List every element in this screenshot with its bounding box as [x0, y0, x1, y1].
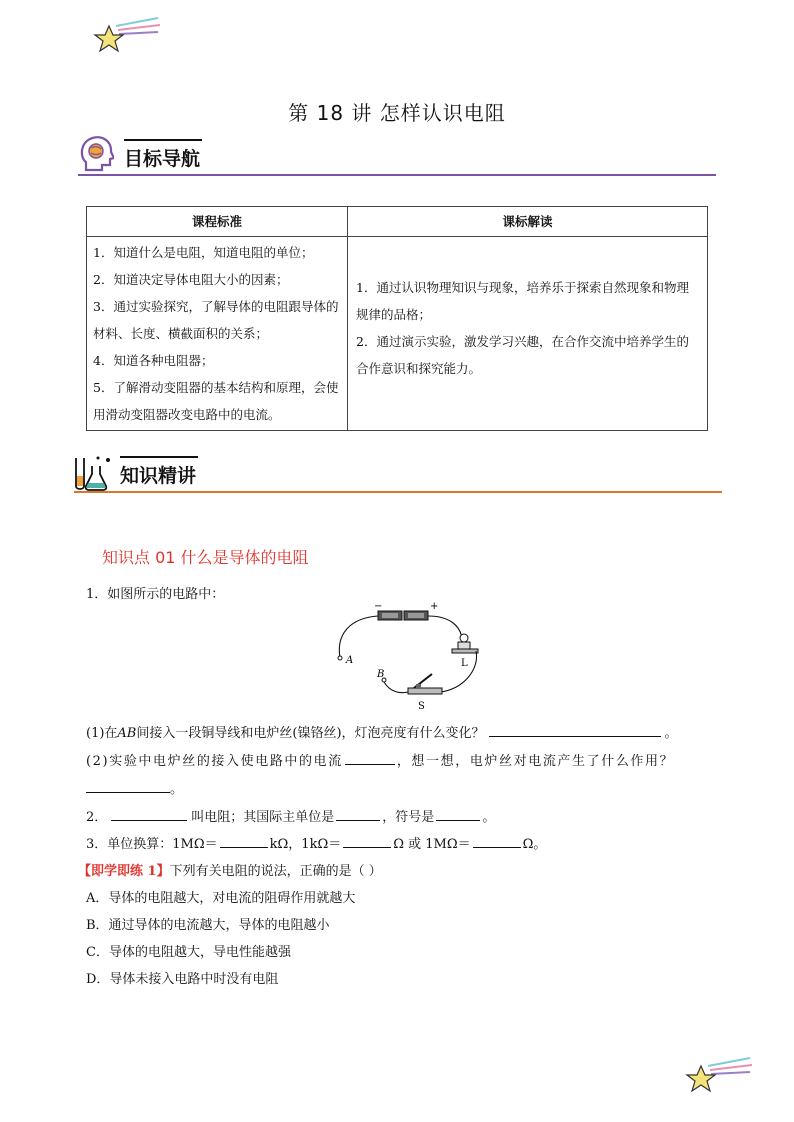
- option-b[interactable]: B．通过导体的电流越大，导体的电阻越小: [86, 918, 330, 933]
- knowledge-heading: 知识精讲: [120, 465, 197, 487]
- list-item: 2．通过演示实验，激发学习兴趣，在合作交流中培养学生的合作意识和探究能力。: [356, 333, 689, 376]
- star-decoration-icon: [92, 16, 162, 60]
- table-header-interpretation: 课标解读: [348, 207, 708, 237]
- circuit-diagram: [330, 600, 500, 716]
- list-item: 2．知道决定导体电阻大小的因素；: [93, 272, 289, 287]
- answer-blank[interactable]: [336, 807, 380, 821]
- question2: 2． 叫电阻；其国际主单位是 ，符号是 。: [86, 806, 495, 825]
- lamp-icon: [452, 634, 478, 653]
- battery-plus-label: +: [430, 601, 439, 612]
- list-item: 4．知道各种电阻器；: [93, 353, 214, 368]
- table-header-standard: 课程标准: [87, 207, 348, 237]
- knowledge-heading-overline: [120, 456, 198, 458]
- option-c[interactable]: C．导体的电阻越大，导电性能越强: [86, 945, 291, 960]
- answer-blank[interactable]: [343, 834, 391, 848]
- standards-table: [86, 206, 708, 431]
- terminal-b-label: B: [377, 669, 385, 680]
- answer-blank[interactable]: [489, 723, 661, 737]
- list-item: 1．通过认识物理知识与现象，培养乐于探索自然现象和物理规律的品格；: [356, 279, 689, 322]
- practice-stem: 【即学即练 1】下列有关电阻的说法，正确的是（ ）: [78, 864, 382, 879]
- question1-sub1: (1)在AB间接入一段铜导线和电炉丝(镍铬丝)，灯泡亮度有什么变化？ 。: [86, 722, 678, 741]
- star-decoration-icon: [684, 1056, 754, 1100]
- interpretation-cell: [348, 237, 708, 431]
- page-title: 第 18 讲 怎样认识电阻: [288, 101, 506, 125]
- goals-heading: 目标导航: [124, 148, 201, 170]
- table-header-row: [87, 207, 708, 237]
- answer-blank[interactable]: [86, 779, 170, 793]
- question1-sub2: (2)实验中电炉丝的接入使电路中的电流 ，想一想，电炉丝对电流产生了什么作用？: [86, 750, 674, 769]
- ab-label: AB: [117, 726, 137, 741]
- answer-blank[interactable]: [111, 807, 187, 821]
- battery-minus-label: −: [374, 601, 383, 612]
- question1-stem: 1．如图所示的电路中：: [86, 587, 225, 602]
- goals-heading-overline: [124, 139, 202, 141]
- goals-rule: [78, 174, 716, 176]
- answer-blank[interactable]: [345, 751, 395, 765]
- question3: 3．单位换算：1MΩ＝ kΩ，1kΩ＝ Ω 或 1MΩ＝ Ω。: [86, 833, 546, 852]
- terminal-a-label: A: [346, 655, 354, 666]
- knowledge-rule: [74, 491, 722, 493]
- knowledge-point-title: 知识点 01 什么是导体的电阻: [102, 548, 309, 567]
- option-a[interactable]: A．导体的电阻越大，对电流的阻碍作用就越大: [86, 891, 356, 906]
- lamp-label: L: [461, 658, 468, 669]
- answer-blank[interactable]: [436, 807, 480, 821]
- switch-icon: [408, 674, 442, 694]
- practice-tag: 【即学即练 1】: [78, 864, 170, 879]
- lab-flask-icon: [72, 452, 114, 492]
- switch-label: S: [418, 701, 425, 712]
- question1-sub2-cont: 。: [86, 778, 183, 797]
- answer-blank[interactable]: [220, 834, 268, 848]
- list-item: 5．了解滑动变阻器的基本结构和原理，会使用滑动变阻器改变电路中的电流。: [93, 380, 339, 422]
- battery-icon: [378, 611, 428, 620]
- answer-blank[interactable]: [473, 834, 521, 848]
- brain-head-icon: [78, 134, 114, 174]
- list-item: 3．通过实验探究，了解导体的电阻跟导体的材料、长度、横截面积的关系；: [93, 299, 339, 341]
- option-d[interactable]: D．导体未接入电路中时没有电阻: [86, 972, 279, 987]
- standard-cell: [87, 237, 348, 431]
- table-row: [87, 237, 708, 431]
- list-item: 1．知道什么是电阻，知道电阻的单位；: [93, 245, 314, 260]
